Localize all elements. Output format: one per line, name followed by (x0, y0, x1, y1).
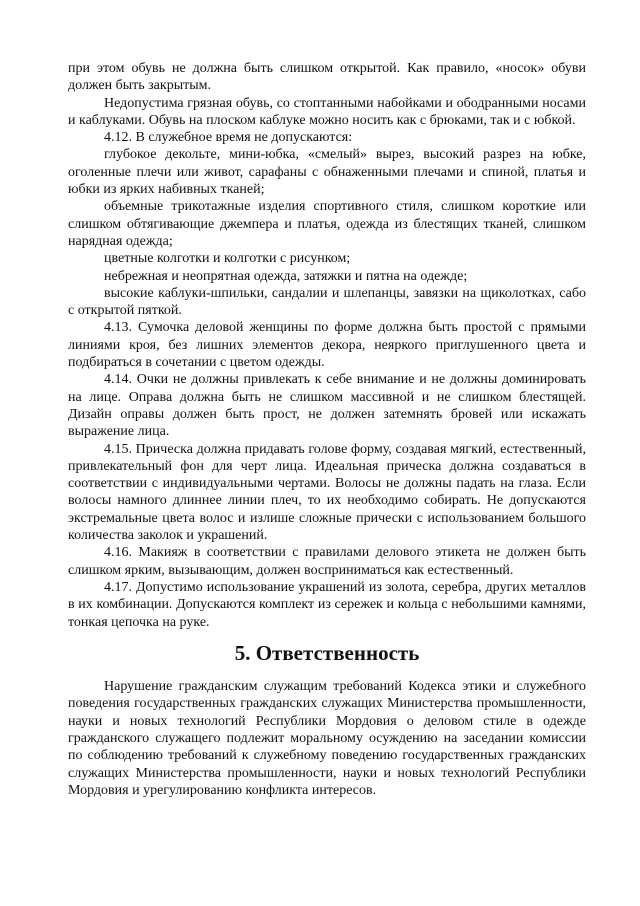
list-item-sloppy-clothes: небрежная и неопрятная одежда, затяжки и пятна на одежде; (104, 268, 468, 284)
clause-4-17: 4.17. Допустимо использование украшений из золота, серебра, других металлов в их комбинации. Допускаются комплект из сережек и кольца с небольшими камнями, тонкая цепочка на руке. (68, 579, 586, 630)
clause-4-14: 4.14. Очки не должны привлекать к себе внимание и не должны доминировать на лице. Оправа должна быть не слишком массивной и не слишком блестящей. Дизайн оправы должен быть прост, не должен затемнять бровей или искажать выражение лица. (68, 372, 586, 440)
paragraph-violation: Нарушение гражданским служащим требований Кодекса этики и служебного поведения государственных гражданских служащих Министерства промышленности, науки и новых технологий Республики Мордовия о деловом стиле в одежде гражданского служащего подлежит моральному осуждению на заседании комиссии по соблюдению требований к служебному поведению государственных гражданских служащих Министерства промышленности, науки и новых технологий Республики Мордовия и урегулированию конфликта интересов. (68, 679, 586, 798)
section-heading-responsibility: 5. Ответственность (234, 640, 420, 665)
list-item-knitwear: объемные трикотажные изделия спортивного стиля, слишком короткие или слишком обтягивающие джемпера и платья, одежда из блестящих тканей, слишком нарядная одежда; (68, 199, 586, 249)
clause-4-15: 4.15. Прическа должна придавать голове форму, создавая мягкий, естественный, привлекательный фон для черт лица. Идеальная прическа должна создаваться в соответствии с индивидуальными чертами. Волосы не должны падать на глаза. Если волосы намного длиннее линии плеч, то их необходимо собирать. Не допускаются экстремальные цвета волос и излише сложные прически с использованием большого количества заколок и украшений. (68, 441, 586, 544)
paragraph-shoes-open: при этом обувь не должна быть слишком открытой. Как правило, «носок» обуви должен быть закрытым. (68, 61, 586, 94)
clause-4-13: 4.13. Сумочка деловой женщины по форме должна быть простой с прямыми линиями кроя, без лишних элементов декора, неяркого приглушенного цвета и подбираться в сочетании с цветом одежды. (68, 320, 586, 371)
list-item-tights: цветные колготки и колготки с рисунком; (104, 251, 351, 267)
document-page (68, 60, 586, 799)
clause-4-12: 4.12. В служебное время не допускаются: (104, 130, 353, 146)
list-item-decollete: глубокое декольте, мини-юбка, «смелый» вырез, высокий разрез на юбке, оголенные плечи или живот, сарафаны с обнаженными плечами и спиной, платья и юбки из ярких набивных тканей; (68, 147, 586, 198)
list-item-heels: высокие каблуки-шпильки, сандалии и шлепанцы, завязки на щиколотках, сабо с открытой пяткой. (68, 285, 586, 319)
clause-4-16: 4.16. Макияж в соответствии с правилами делового этикета не должен быть слишком ярким, вызывающим, должен восприниматься как естественный. (68, 545, 586, 578)
paragraph-dirty-shoes: Недопустима грязная обувь, со стоптанными набойками и ободранными носами и каблуками. Обувь на плоском каблуке можно носить как с брюками, так и с юбкой. (68, 95, 586, 128)
